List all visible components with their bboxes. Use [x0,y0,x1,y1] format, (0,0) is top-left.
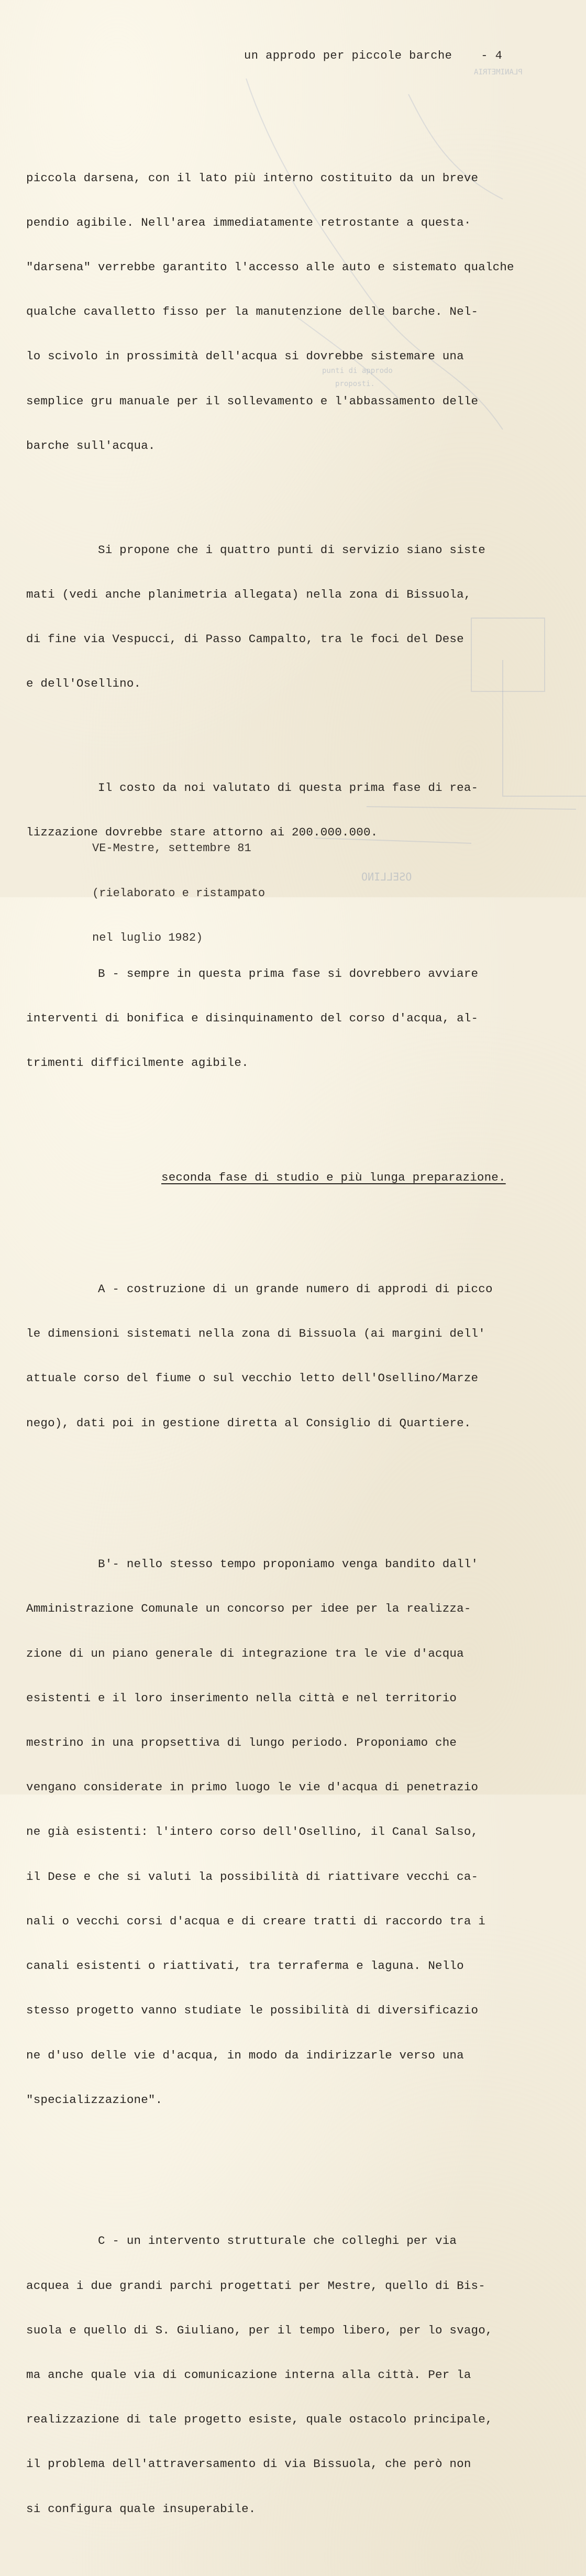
text-line: esistenti e il loro inserimento nella città e nel territorio [26,1691,457,1705]
text-line: barche sull'acqua. [26,438,156,453]
text-line: acquea i due grandi parchi progettati per Mestre, quello di Bis- [26,2278,485,2293]
text-line: zione di un piano generale di integrazione tra le vie d'acqua [26,1646,464,1660]
text-line: di fine via Vespucci, di Passo Campalto, tra le foci del Dese [26,632,464,646]
text-line: Il costo da noi valutato di questa prima fase di rea- [26,781,479,795]
text-line: ne d'uso delle vie d'acqua, in modo da indirizzarle verso una [26,2048,464,2062]
text-line: B - sempre in questa prima fase si dovrebbero avviare [26,966,479,981]
text-line: le dimensioni sistemati nella zona di Bissuola (ai margini dell' [26,1327,485,1341]
signature-line: (rielaborato e ristampato [92,886,266,900]
running-header-title: un approdo per piccole barche [244,49,452,62]
text-line: nali o vecchi corsi d'acqua e di creare tratti di raccordo tra i [26,1914,485,1928]
show-through-label: proposti. [335,380,375,388]
text-line: realizzazione di tale progetto esiste, quale ostacolo principale, [26,2413,493,2427]
show-through-label: OSELLINO [361,871,412,883]
page-number: - 4 [481,49,503,62]
text-line: qualche cavalletto fisso per la manutenzione delle barche. Nel- [26,305,479,319]
text-line: piccola darsena, con il lato più interno costituito da un breve [26,171,479,185]
paragraph [26,1252,581,1460]
paragraph [26,513,581,721]
signature-line: VE-Mestre, settembre 81 [92,842,251,855]
text-line: Si propone che i quattro punti di servizio siano siste [26,543,485,557]
text-line: attuale corso del fiume o sul vecchio letto dell'Osellino/Marze [26,1371,479,1385]
text-line: nego), dati poi in gestione diretta al Consiglio di Quartiere. [26,1416,471,1430]
text-line: il Dese e che si valuti la possibilità di riattivare vecchi ca- [26,1869,479,1884]
text-line: trimenti difficilmente agibile. [26,1056,249,1070]
text-line: ne già esistenti: l'intero corso dell'Osellino, il Canal Salso, [26,1825,479,1839]
show-through-label: punti di approdo [322,367,393,375]
text-line: e dell'Osellino. [26,677,141,691]
text-line: mati (vedi anche planimetria allegata) nella zona di Bissuola, [26,587,471,601]
paragraph [26,1527,581,2137]
text-line: ma anche quale via di comunicazione interna alla città. Per la [26,2368,471,2382]
paragraph-gap [26,2167,581,2174]
paragraph-gap [26,1490,581,1498]
text-line: A - costruzione di un grande numero di approdi di picco [26,1282,493,1296]
show-through-label: PLANIMETRIA [474,68,523,76]
text-line: lo scivolo in prossimità dell'acqua si dovrebbe sistemare una [26,349,464,364]
text-line: suola e quello di S. Giuliano, per il tempo libero, per lo svago, [26,2323,493,2337]
text-line: interventi di bonifica e disinquinamento del corso d'acqua, al- [26,1011,479,1026]
text-line: Amministrazione Comunale un concorso per idee per la realizza- [26,1602,471,1616]
text-line: semplice gru manuale per il sollevamento e l'abbassamento delle [26,394,479,408]
text-line: B'- nello stesso tempo proponiamo venga bandito dall' [26,1557,479,1571]
text-line: C - un intervento strutturale che colleghi per via [26,2234,457,2248]
text-line: pendio agibile. Nell'area immediatamente retrostante a questa· [26,215,471,229]
paragraph [26,2204,581,2546]
running-header [244,49,502,62]
document-body [26,111,581,2576]
paragraph [26,141,581,483]
text-line: il problema dell'attraversamento di via Bissuola, che però non [26,2457,471,2471]
section-heading-text: seconda fase di studio e più lunga preparazione. [161,1171,506,1185]
text-line: canali esistenti o riattivati, tra terraferma e laguna. Nello [26,1959,464,1973]
text-line: mestrino in una propsettiva di lungo periodo. Proponiamo che [26,1736,457,1750]
text-line: stesso progetto vanno studiate le possibilità di diversificazio [26,2003,479,2018]
text-line: vengano considerate in primo luogo le vie d'acqua di penetrazio [26,1780,479,1795]
text-line: lizzazione dovrebbe stare attorno ai 200.000.000. [26,825,378,840]
signature-line: nel luglio 1982) [92,931,203,944]
paragraph-gap [26,1130,581,1140]
text-line: "darsena" verrebbe garantito l'accesso alle auto e sistemato qualche [26,260,514,274]
section-heading [26,1170,581,1185]
paragraph-gap [26,1215,581,1222]
text-line: "specializzazione". [26,2093,163,2107]
text-line: si configura quale insuperabile. [26,2502,256,2516]
signature-block [92,811,265,976]
